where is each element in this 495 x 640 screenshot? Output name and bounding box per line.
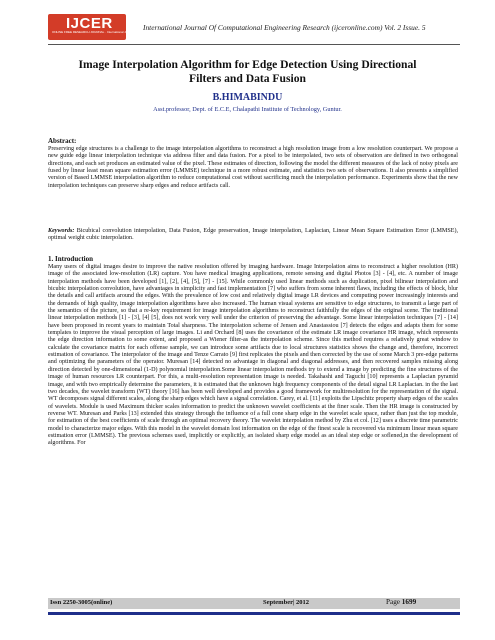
- footer-page-number: 1699: [401, 598, 417, 606]
- abstract-text: Preserving edge structures is a challenge to the image interpolation algorithms to reconstruct a high resolution image from a low resolution counterpart. We propose a new guide edge linear interpolation technique via address filter and data fusion. For a pixel to be interpolated, two sets of observation are defined in two orthogonal directions, and each set produces an estimated value of the pixel. These estimates of direction, following the model the different measures of the lack of noisy pixels are fused by linear least mean square estimation error (LMMSE) technique in a more robust estimate, and statistics two sets of observations. It also presents a simplified version of Based LMMSE interpolation algorithm to reduce computational cost without sacrificing much the interpolation performance. Experiments show that the new interpolation techniques can preserve sharp edges and reduce artifacts call.: [48, 146, 458, 189]
- footer-date: September| 2012: [263, 599, 310, 606]
- footer-page: [386, 598, 416, 606]
- keywords-label: Keywords:: [48, 228, 75, 234]
- author-affiliation: Asst.professor, Dept. of E.C.E, Chalapathi Institute of Technology, Guntur.: [153, 106, 342, 113]
- journal-logo: [48, 14, 189, 40]
- section-heading: 1. Introduction: [48, 255, 93, 263]
- journal-header: [48, 14, 458, 42]
- keywords-text: Bicubical convolution interpolation, Data Fusion, Edge preservation, Image interpolation, Laplacian, Linear Mean Square Estimation Error (LMMSE), optimal weight cubic interpolation.: [48, 228, 459, 242]
- footer-page-label: Page: [386, 598, 400, 606]
- paper-author: B.HIMABINDU: [212, 92, 283, 103]
- logo-text: IJCER: [66, 15, 113, 32]
- paper-title: Image Interpolation Algorithm for Edge Detection Using Directional Filters and Data Fusion: [78, 58, 417, 85]
- header-divider: [48, 44, 460, 45]
- footer-issn: Issn 2250-3005(online): [50, 599, 113, 606]
- footer-rule: [48, 612, 460, 615]
- introduction-text: Many users of digital images desire to improve the native resolution offered by imaging hardware. Image Interpolation aims to reconstruct a higher resolution (HR) image of the associated low-resolution (LR) capture. You have medical imaging applications, remote sensing and digital Photos [3] - [4], etc. A number of image interpolation methods have been developed [1], [2], [4], [5], [7] - [15]. While commonly used linear methods such as duplication, pixel bilinear interpolation and bicubic interpolation convolution, have advantages in simplicity and fast implementation [7] who suffers from some inherent flaws, including the effects of block, blur the details and call artifacts around the edges. With the prevalence of low cost and relatively digital image LR devices and computing power increasingly interests and the demands of high quality, image interpolation algorithms have also increased. The human visual systems are sensitive to edge structures, to transmit a large part of the semantics of the picture, so that a re-key requirement for image interpolation algorithms to reconstruct faithfully the edges of the original scene. The traditional linear interpolation methods [1] - [3], [4] [5], does not work very well under the criterion of preserving the advantage. Some linear interpolation techniques [7] - [14] have been proposed in recent years to maintain Total sharpness. The interpolation scheme of Jensen and Anastassiou [7] detects the edges and adapts them for some templates to improve the visual perception of large images. Li and Orchard [8] uses the covariance of the estimate LR image covariance HR image, which represents the edge direction information to some extent, and proposed a Wiener filter-as the interpolation scheme. Since this method requires a relatively great window to calculate the covariance matrix for each offense sample, we can introduce some artifacts due to local structures statistics shows the change and, therefore, incorrect estimation of covariance. The interpolator of the image and Tenze Carrato [9] first replicates the pixels and then corrected by the use of some March 3 pre-edge patterns and optimizing the parameters of the operator. Muresan [14] detected no advantage in diagonal and diagonal addresses, and then recovered samples missing along direction detected by one-dimensional (1-D) polynomial interpolation.Some linear interpolation methods try to extend a image by predicting the fine structures of the image of human resources LR counterpart. For this, a multi-resolution representation image is needed. Takahashi and Taguchi [10] represents a Laplacian pyramid image, and with two empirically determine the parameters, it is estimated that the unknown high frequency components of the detail signal LR Laplacian. in the the last two decades, the wavelet transform (WT) theory [16] has been well developed and provides a good framework for multiresolution for the representation of the signal. WT decomposes signal different scales, along the sharp edges which have a signal correlation. Carey, et al. [11] exploits the Lipschitz property sharp edges of the scales of wavelets. Module is used Maximum thicker scales information to predict the unknown wavelet coefficients at the finer scale. Then the HR image is constructed by reverse WT. Muresan and Parks [13] extended this strategy through the influence of a full cone sharp edge in the wavelet scale space, rather than just the top module, for estimation of the best coefficients of scale through an optimal recovery theory. The wavelet interpolation method by Zhu et col. [12] uses a discrete time parametric model to characterize major edges. With this model in the wavelet domain lost information on the edge of the finest scale is recovered via minimum linear mean square estimation error (LMMSE). The previous schemes used, implicitly or explicitly, an isolated sharp edge model as an ideal step edge or soflened,in the development of algorithms. For: [48, 264, 459, 447]
- abstract-heading: Abstract:: [48, 137, 77, 145]
- logo-subtext: ONLINE FREE RESEARCH JOURNAL · International Journal of Computational Engineering Research: [52, 30, 189, 34]
- page-footer: [48, 598, 460, 609]
- keywords-paragraph: [48, 228, 458, 243]
- journal-line: International Journal Of Computational Engineering Research (ijceronline.com) Vol. 2 Issue. 5: [143, 23, 426, 32]
